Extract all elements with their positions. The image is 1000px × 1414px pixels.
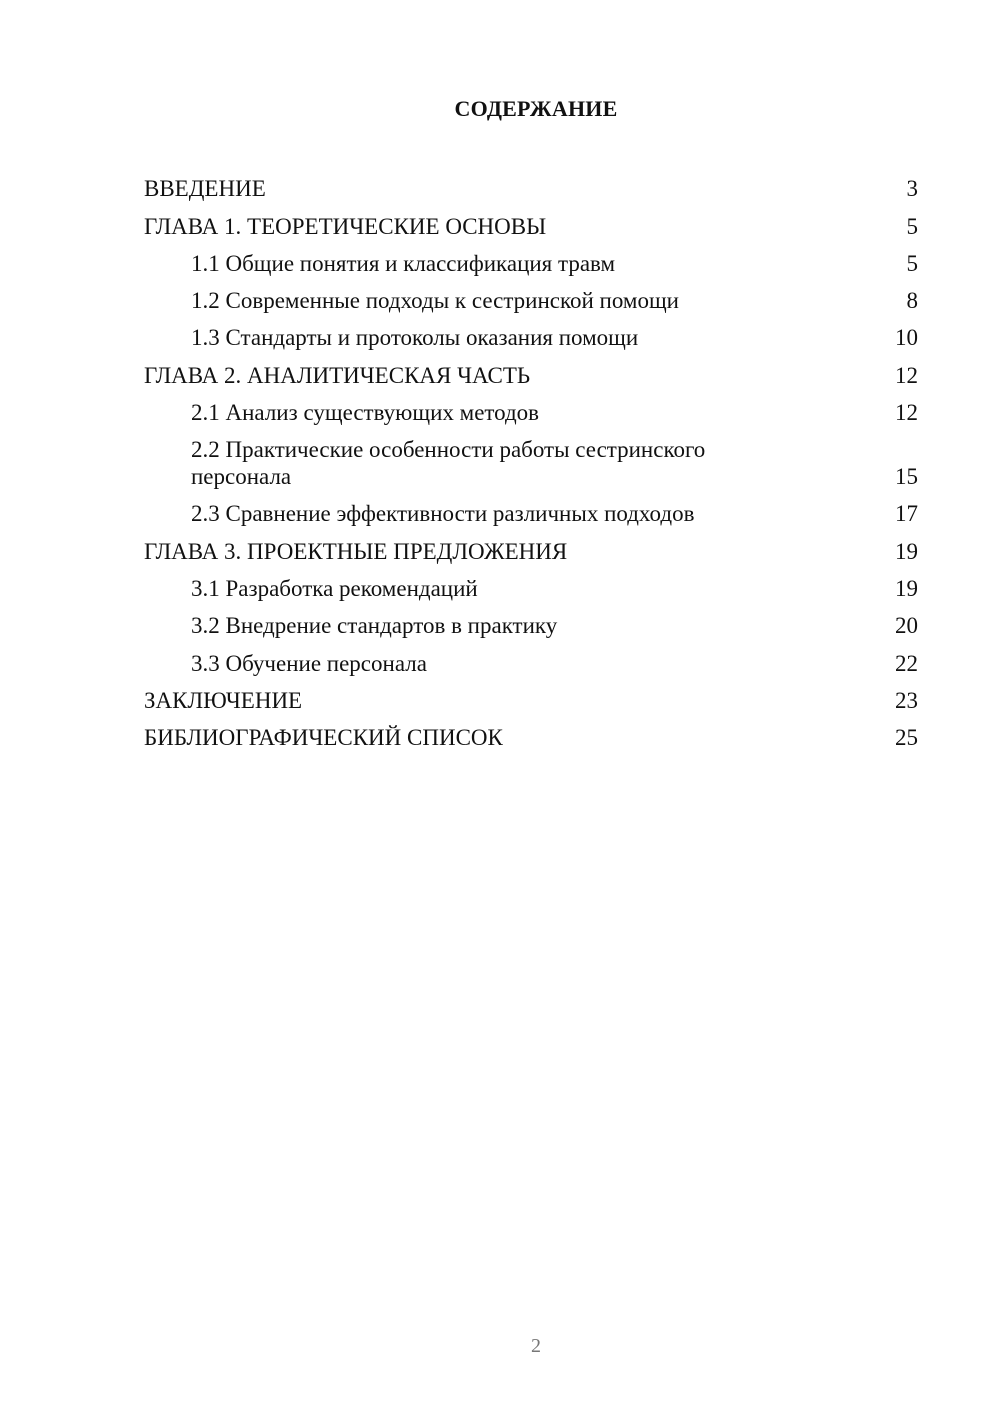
toc-entry-3-2[interactable]: [144, 607, 918, 644]
toc-entry-1-3[interactable]: [144, 319, 918, 356]
toc-entry-page: 15: [895, 464, 918, 490]
toc-entry-3-3[interactable]: [144, 644, 918, 681]
toc-entry-label: ГЛАВА 3. ПРОЕКТНЫЕ ПРЕДЛОЖЕНИЯ: [144, 538, 568, 564]
table-of-contents: [144, 170, 918, 756]
toc-entry-page: 17: [895, 501, 918, 527]
toc-entry-label: 3.3 Обучение персонала: [191, 650, 427, 676]
toc-entry-label: БИБЛИОГРАФИЧЕСКИЙ СПИСОК: [144, 725, 503, 751]
toc-title: СОДЕРЖАНИЕ: [454, 96, 618, 121]
toc-entry-label: 2.3 Сравнение эффективности различных подходов: [191, 501, 695, 527]
toc-entry-page: 10: [895, 325, 918, 351]
toc-entry-introduction[interactable]: [144, 170, 918, 207]
toc-entry-label: 2.1 Анализ существующих методов: [191, 400, 540, 426]
toc-entry-page: 3: [906, 176, 918, 202]
toc-entry-page: 12: [895, 362, 918, 388]
toc-entry-page: 22: [895, 650, 918, 676]
toc-entry-2-2[interactable]: [144, 431, 918, 495]
toc-entry-label: ГЛАВА 1. ТЕОРЕТИЧЕСКИЕ ОСНОВЫ: [144, 213, 547, 239]
toc-entry-page: 23: [895, 687, 918, 713]
toc-entry-page: 19: [895, 575, 918, 601]
toc-entry-3-1[interactable]: [144, 570, 918, 607]
toc-entry-label: 2.2 Практические особенности работы сестринского персонала: [191, 437, 706, 490]
toc-entry-page: 19: [895, 538, 918, 564]
toc-entry-2-1[interactable]: [144, 394, 918, 431]
toc-entry-page: 20: [895, 613, 918, 639]
toc-entry-page: 8: [906, 288, 918, 314]
toc-entry-label: ВВЕДЕНИЕ: [144, 176, 266, 202]
toc-entry-chapter-3[interactable]: [144, 532, 918, 569]
toc-entry-chapter-2[interactable]: [144, 356, 918, 393]
toc-entry-label: 1.2 Современные подходы к сестринской помощи: [191, 288, 679, 314]
toc-entry-label: 1.3 Стандарты и протоколы оказания помощи: [191, 325, 639, 351]
toc-entry-label: ЗАКЛЮЧЕНИЕ: [144, 687, 303, 713]
toc-entry-label: 1.1 Общие понятия и классификация травм: [191, 250, 616, 276]
toc-entry-chapter-1[interactable]: [144, 207, 918, 244]
toc-entry-page: 5: [906, 213, 918, 239]
toc-entry-bibliography[interactable]: [144, 719, 918, 756]
toc-entry-label: 3.1 Разработка рекомендаций: [191, 575, 478, 601]
toc-entry-conclusion[interactable]: [144, 682, 918, 719]
toc-entry-1-2[interactable]: [144, 282, 918, 319]
page-number: 2: [531, 1335, 541, 1357]
toc-entry-page: 5: [906, 250, 918, 276]
toc-entry-label: ГЛАВА 2. АНАЛИТИЧЕСКАЯ ЧАСТЬ: [144, 362, 531, 388]
toc-entry-2-3[interactable]: [144, 495, 918, 532]
toc-entry-label: 3.2 Внедрение стандартов в практику: [191, 613, 558, 639]
toc-entry-page: 12: [895, 400, 918, 426]
toc-entry-page: 25: [895, 725, 918, 751]
toc-entry-1-1[interactable]: [144, 245, 918, 282]
